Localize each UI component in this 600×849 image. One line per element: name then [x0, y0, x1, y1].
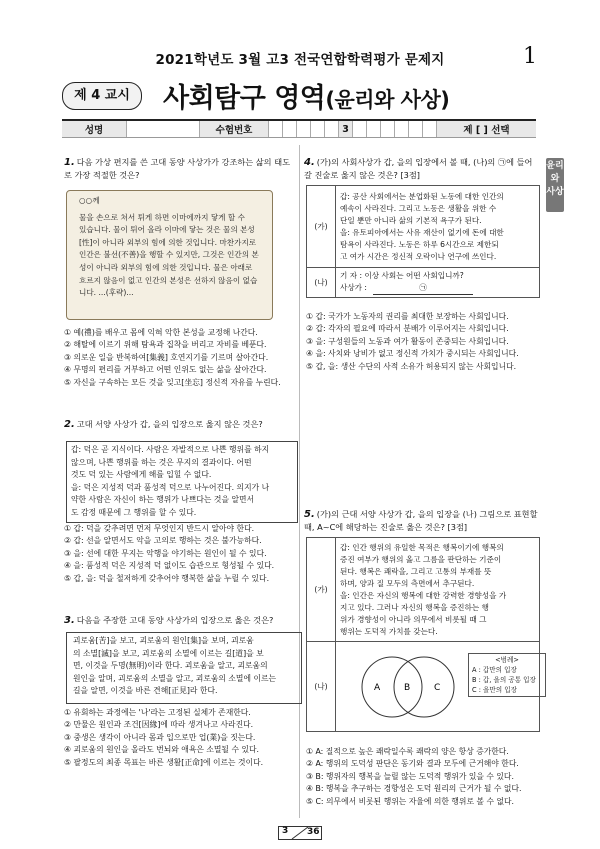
answer-choice[interactable]: ① A: 질적으로 높은 쾌락일수록 쾌락의 양은 항상 증가한다.: [306, 747, 509, 756]
passage-line: 위가 경향성이 아니라 의무에서 비롯될 때 그: [340, 614, 487, 624]
passage-line: 단일 뿐만 아니라 삶의 기본적 욕구가 된다.: [340, 215, 482, 225]
legend-item: A : 갑만의 입장: [472, 665, 517, 674]
answer-choice[interactable]: ① 갑: 국가가 노동자의 권리를 최대한 보장하는 사회입니다.: [306, 312, 509, 321]
passage-line: 을: 덕은 지성적 덕과 품성적 덕으로 나누어진다. 의지가 나: [71, 482, 270, 492]
na-label: (나): [307, 268, 336, 298]
scroll-line: 있습니다. 물이 튀어 올라 이마에 닿는 것은 물의 본성: [79, 225, 255, 235]
passage-line: 증진 여부가 행위의 옳고 그름을 판단하는 기준이: [340, 554, 502, 564]
na-line-thinker: 사상가 : ㉠: [340, 282, 535, 295]
answer-choice[interactable]: ⑤ 자신을 구속하는 모든 것을 잊고[坐忘] 정신적 자유를 누린다.: [64, 377, 281, 387]
scroll-line: [性]이 아니라 외부의 힘에 의한 것입니다. 마찬가지로: [79, 237, 257, 247]
ga-content: [336, 538, 540, 642]
scroll-line: 흐르지 않음이 없고 인간의 본성은 선하지 않음이 없습: [79, 275, 258, 285]
ga-label: (가): [307, 538, 336, 642]
passage-line: 하며, 양과 질 모두의 측면에서 추구된다.: [340, 578, 475, 588]
page-total: 36: [307, 827, 320, 837]
passage-line: 갑: 덕은 곧 지식이다. 사람은 자발적으로 나쁜 행위를 하지: [71, 445, 270, 454]
exam-no-digit-box[interactable]: [381, 121, 395, 137]
passage-line: 행위는 도덕적 가치를 갖는다.: [340, 626, 438, 636]
question-2-choices: [64, 523, 296, 585]
venn-diagram: [348, 647, 468, 727]
venn-legend: [468, 653, 546, 697]
scroll-line: ○○께: [79, 196, 100, 205]
question-text: 다음을 주장한 고대 동양 사상가의 입장으로 옳은 것은?: [76, 615, 274, 625]
answer-choice[interactable]: ③ 의로운 일을 반복하여[集義] 호연지기를 기르며 살아간다.: [64, 352, 269, 362]
question-text: 다음 가상 편지를 쓴 고대 동양 사상가가 강조하는 삶의 태도로 가장 적절한 것은?: [64, 157, 291, 180]
exam-no-digit-box[interactable]: [325, 121, 339, 137]
venn-label-a: A: [374, 682, 381, 693]
answer-choice[interactable]: ② 갑: 선을 알면서도 악을 고의로 행하는 것은 불가능하다.: [64, 536, 262, 546]
legend-item: C : 을만의 입장: [472, 685, 517, 694]
na-content: [336, 268, 540, 298]
question-number: 2.: [64, 419, 75, 430]
venn-circle-left: [362, 657, 422, 717]
answer-choice[interactable]: ④ 을: 품성적 덕은 지성적 덕 없이도 습관으로 형성될 수 있다.: [64, 561, 275, 571]
passage-line: 지고 있다. 그러나 자신의 행복을 증진하는 행: [340, 602, 489, 612]
question-5-table: [306, 537, 540, 732]
answer-choice[interactable]: ④ 괴로움의 원인을 올라도 번뇌와 애욕은 소멸될 수 있다.: [64, 745, 259, 755]
passage-line: 갑: 공산 사회에서는 분업화된 노동에 대한 인간의: [340, 191, 504, 201]
answer-choice[interactable]: ⑤ 팔정도의 최종 목표는 바른 생활[正命]에 이르는 것이다.: [64, 757, 264, 767]
column-divider: [299, 145, 300, 818]
passage-line: 갑: 인간 행위의 유일한 목적은 행복이기에 행복의: [340, 542, 504, 552]
exam-no-digit-box[interactable]: [367, 121, 381, 137]
subject-area-title: [163, 76, 449, 115]
answer-choice[interactable]: ④ 무명의 편리를 거부하고 어떤 인위도 없는 삶을 살아간다.: [64, 365, 267, 375]
page-current: 3: [282, 826, 289, 836]
passage-line: 길을 알면, 이것을 바른 견해[正見]라 한다.: [73, 686, 218, 695]
exam-title: 2021학년도 3월 고3 전국연합학력평가 문제지: [155, 52, 445, 68]
scroll-line: 인간은 불선(不善)을 행할 수 있지만, 그것은 인간의 본: [79, 250, 259, 260]
question-text: (가)의 사회사상가 갑, 을의 입장에서 볼 때, (나)의 ㉠에 들어갈 진술로 옳지 않은 것은? [3점]: [304, 157, 533, 180]
answer-choice[interactable]: ③ 중생은 생각이 아니라 몸과 입으로만 업(業)을 짓는다.: [64, 732, 256, 742]
exam-no-digit-box[interactable]: [353, 121, 367, 137]
passage-line: 약한 사람은 자신이 하는 행위가 나쁘다는 것을 알면서: [71, 495, 255, 504]
examinee-info-row: [62, 121, 536, 138]
page-number: 1: [523, 44, 537, 69]
question-5-choices: [306, 746, 546, 808]
passage-line: 탐욕이 사라진다. 노동은 하루 6시간으로 제한되: [340, 239, 499, 249]
scroll-line: 물을 손으로 쳐서 튀게 하면 이마에까지 닿게 할 수: [79, 212, 246, 222]
answer-choice[interactable]: ③ B: 행위자의 행복을 늘릴 않는 도덕적 행위가 있을 수 있다.: [306, 771, 514, 781]
passage-line: 않으며, 나쁜 행위를 하는 것은 무지의 결과이다. 어떤: [71, 457, 252, 467]
question-text: 고대 서양 사상가 갑, 을의 입장으로 옳지 않은 것은?: [76, 419, 263, 429]
question-5-stem: [304, 508, 540, 534]
question-4-stem: [304, 156, 540, 182]
answer-choice[interactable]: ① 갑: 덕을 갖추려면 먼저 무엇인지 반드시 알아야 한다.: [64, 524, 255, 533]
exam-no-digit-box[interactable]: [311, 121, 325, 137]
subject-side-tab: 윤리와 사상: [546, 158, 564, 212]
answer-choice[interactable]: ② 만물은 원인과 조건[因緣]에 따라 생겨나고 사라진다.: [64, 720, 254, 730]
question-1-stem: [64, 156, 294, 182]
question-number: 1.: [64, 157, 75, 168]
passage-line: 도 감정 때문에 그 행위를 할 수 있다.: [71, 507, 197, 517]
venn-area: [340, 647, 535, 727]
answer-choice[interactable]: ② 갑: 각자의 필요에 따라서 분배가 이루어지는 사회입니다.: [306, 324, 509, 334]
passage-line: 원인을 알며, 괴로움의 소멸을 알고, 괴로움의 소멸에 이르는: [73, 673, 277, 683]
answer-choice[interactable]: ⑤ C: 의무에서 비롯된 행위는 자율에 의한 행위로 볼 수 없다.: [306, 796, 515, 806]
na-line-reporter: 기 자 : 이상 사회는 어떤 사회입니까?: [340, 271, 464, 280]
exam-no-digit-box[interactable]: [395, 121, 409, 137]
question-number: 3.: [64, 615, 75, 626]
area-main: 사회탐구 영역: [163, 83, 326, 114]
ga-label: (가): [307, 186, 336, 268]
venn-label-c: C: [434, 682, 441, 693]
question-3-stem: [64, 614, 294, 627]
ga-content: [336, 186, 540, 268]
scroll-text: [67, 191, 272, 304]
venn-label-b: B: [404, 682, 411, 693]
question-1-choices: [64, 327, 296, 389]
question-number: 4.: [304, 157, 315, 168]
answer-choice[interactable]: ⑤ 갑, 을: 생산 수단의 사적 소유가 허용되지 않는 사회입니다.: [306, 361, 517, 371]
na-label: (나): [307, 642, 336, 732]
question-2-passage-box: [66, 441, 298, 523]
answer-choice[interactable]: ① 유회하는 과정에는 '나'라는 고정된 실체가 존재한다.: [64, 708, 251, 717]
legend-title: <범례>: [495, 655, 519, 664]
name-label: 성명: [62, 121, 127, 137]
answer-choice[interactable]: ④ 을: 사치와 낭비가 없고 정신적 가치가 중시되는 사회입니다.: [306, 349, 519, 359]
exam-no-digit-box[interactable]: [423, 121, 437, 137]
name-field[interactable]: [127, 121, 200, 137]
exam-no-digit-box[interactable]: [409, 121, 423, 137]
question-2-stem: [64, 418, 294, 431]
passage-line: 된다. 행복은 쾌락을, 그리고 고통의 부재를 뜻: [340, 566, 492, 576]
exam-no-digit-box[interactable]: [283, 121, 297, 137]
passage-line: 예속이 사라진다. 그리고 노동은 생활을 위한 수: [340, 203, 497, 213]
question-text: (가)의 근대 서양 사상가 갑, 을의 입장을 (나) 그림으로 표현할 때, A~C에 해당하는 진술로 옳은 것은? [3점]: [304, 509, 538, 532]
answer-choice[interactable]: ① 예(禮)를 배우고 몸에 익혀 악한 본성을 교정해 나간다.: [64, 328, 258, 337]
letter-scroll: [66, 190, 273, 320]
answer-choice[interactable]: ④ B: 행복을 추구하는 경향성은 도덕 원리의 근거가 될 수 없다.: [306, 784, 522, 794]
passage-line: 면, 이것을 두명(無明)이라 한다. 괴로움을 알고, 괴로움의: [73, 661, 268, 670]
legend-item: B : 갑, 을의 공통 입장: [472, 675, 536, 684]
blank-mark: ㉠: [419, 283, 427, 292]
exam-no-digit-box[interactable]: [297, 121, 311, 137]
question-3-choices: [64, 707, 296, 769]
scroll-line: 성이 아니라 외부의 힘에 의한 것입니다. 물은 아래로: [79, 262, 253, 272]
exam-no-digit-box[interactable]: [269, 121, 283, 137]
blank-underline: [373, 282, 473, 295]
passage-line: 고 여가 시간은 정신적 오락이나 연구에 쓰인다.: [340, 251, 497, 261]
answer-choice[interactable]: ③ 을: 선에 대한 무지는 악행을 야기하는 원인이 될 수 있다.: [64, 548, 267, 558]
exam-no-label: 수험번호: [200, 121, 269, 137]
area-sub: (윤리와 사상): [325, 88, 450, 112]
period-badge: 제 4 교시: [62, 82, 142, 110]
passage-line: 을: 유토피아에서는 사유 재산이 없기에 돈에 대한: [340, 227, 504, 237]
answer-choice[interactable]: ⑤ 갑, 을: 덕을 철저하게 갖추어야 행복한 삶을 누릴 수 있다.: [64, 573, 270, 583]
passage-line: 의 소멸[滅]을 보고, 괴로움의 소멸에 이르는 길[道]을 보: [73, 648, 264, 658]
passage-line: 을: 인간은 자신의 행복에 대한 강력한 경향성을 가: [340, 590, 507, 600]
question-4-table: [306, 185, 540, 298]
page-counter: [278, 826, 322, 840]
question-number: 5.: [304, 509, 315, 520]
exam-no-digit-fixed: 3: [339, 121, 353, 137]
answer-choice[interactable]: ② A: 행위의 도덕성 판단은 동기와 결과 모두에 근거해야 한다.: [306, 759, 519, 769]
question-3-passage-box: [66, 632, 302, 704]
passage-line: 것도 덕 있는 사람에게 해를 입힐 수 없다.: [71, 470, 212, 479]
venn-circle-right: [394, 657, 454, 717]
passage-line: 괴로움[苦]을 보고, 괴로움의 원인[集]을 보며, 괴로움: [73, 636, 254, 645]
na-content: [336, 642, 540, 732]
answer-choice[interactable]: ③ 을: 구성원들의 노동과 여가 활동이 존중되는 사회입니다.: [306, 336, 509, 346]
scroll-line: 니다. ...(후략)...: [79, 288, 134, 298]
selection-label: 제 [ ] 선택: [463, 125, 510, 136]
question-4-choices: [306, 311, 546, 373]
answer-choice[interactable]: ② 해탈에 이르기 위해 탐욕과 집착을 버리고 자비를 베푼다.: [64, 340, 267, 350]
